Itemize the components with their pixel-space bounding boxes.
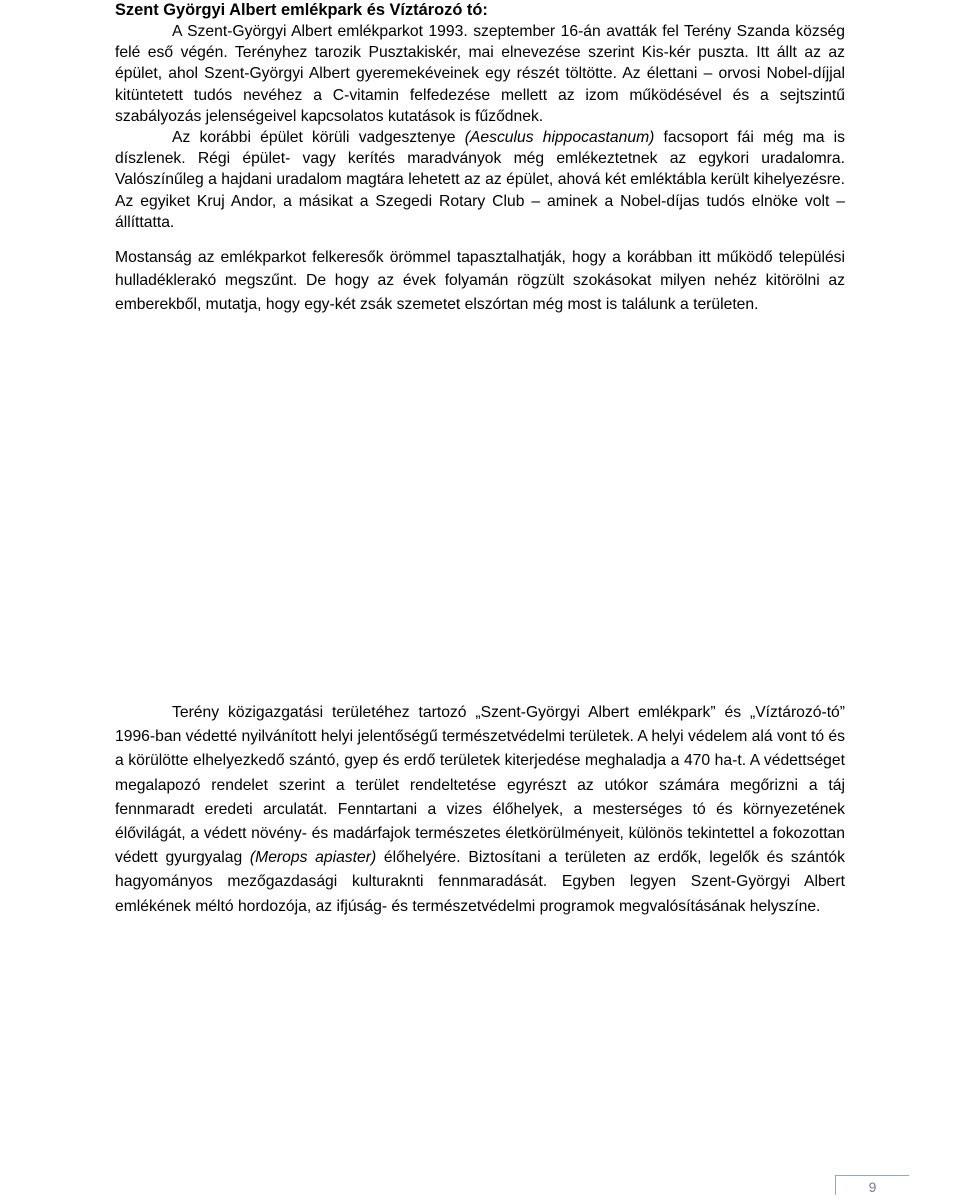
species-name: (Merops apiaster) bbox=[249, 849, 377, 867]
paragraph-text: Terény közigazgatási területéhez tartozó „Szent-Györgyi Albert emlékpark” és „Víztározó-tó” 1996-ban védetté nyilvánított helyi jelentőségű természetvédelmi területek. A helyi védelem alá vont tó és a körülötte elhelyezkedő szántó, gyep és erdő területek kiterjedése meghaladja a 470 ha-t. A védettséget megalapozó rendelet szerint a terület rendeltetése egyrészt az utókor számára megőrizni a táj fennmaradt eredeti arculatát. Fenntartani a vizes élőhelyek, a mesterséges tó és környezetének élővilágát, a védett növény- és madárfajok természetes életkörülményeit, különös tekintettel a fokozottan védett gyurgyalag bbox=[115, 704, 845, 867]
section-heading: Szent Györgyi Albert emlékpark és Víztározó tó: bbox=[115, 1, 488, 19]
paragraph-protected-area bbox=[115, 701, 845, 919]
page-number: 9 bbox=[835, 1175, 909, 1195]
paragraph-text: élőhelyére. Biztosítani a területen az erdők, legelők és szántók hagyományos mezőgazdasági kulturaknti fennmaradását. Egyben legyen Szent-Györgyi Albert emlékének méltó hordozója, az ifjúság- és természetvédelmi programok megvalósításának helyszíne. bbox=[115, 849, 845, 915]
paragraph-text: Az korábbi épület körüli vadgesztenye bbox=[172, 129, 465, 147]
landfill-section bbox=[115, 246, 845, 316]
paragraph-memorial-park: A Szent-Györgyi Albert emlékparkot 1993. szeptember 16-án avatták fel Terény Szanda község felé eső végén. Terényhez tarozik Pusztakiskér, mai elnevezése szerint Kis-kér puszta. Itt állt az az épület, ahol Szent-Györgyi Albert gyeremekéveinek egy részét töltötte. Az élettani – orvosi Nobel-díjjal kitüntetett tudós nevéhez a C-vitamin felfedezése mellett az izom működésével és a sejtszintű szabályozás jelenségeivel kapcsolatos kutatások is fűződnek. bbox=[115, 23, 845, 125]
paragraph-text: facsoport fái még ma is díszlenek. Régi épület- vagy kerítés maradványok még emlékeztetnek az egykori uradalomra. Valószínűleg a hajdani uradalom magtára lehetett az az épület, ahová két emléktábla került kihelyezésre. Az egyiket Kruj Andor, a másikat a Szegedi Rotary Club – aminek a Nobel-díjas tudós elnöke volt – állíttatta. bbox=[115, 129, 845, 231]
species-name: (Aesculus hippocastanum) bbox=[464, 129, 655, 147]
paragraph-landfill: Mostanság az emlékparkot felkeresők örömmel tapasztalhatják, hogy a korábban itt működő települési hulladéklerakó megszűnt. De hogy az évek folyamán rögzült szokásokat milyen nehéz kitörölni az emberekből, mutatja, hogy egy-két zsák szemetet elszórtan még most is találunk a területen. bbox=[115, 249, 845, 313]
paragraph-chestnut-trees bbox=[115, 127, 845, 233]
intro-section bbox=[115, 21, 845, 233]
protection-section bbox=[115, 701, 845, 919]
